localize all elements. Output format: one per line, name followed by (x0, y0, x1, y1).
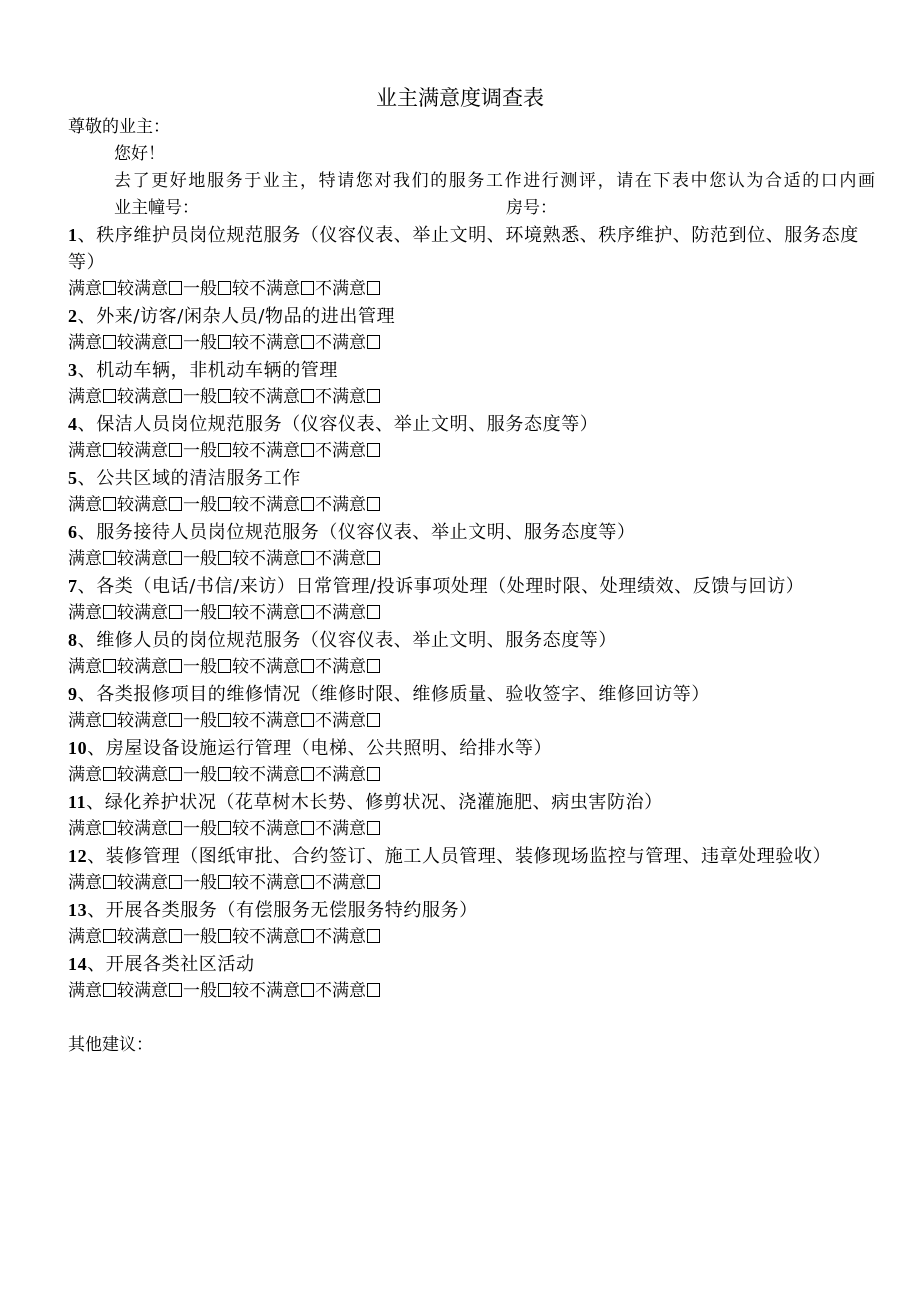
rating-option-label: 较不满意 (232, 819, 300, 839)
question-text: 、机动车辆，非机动车辆的管理 (77, 360, 339, 381)
question-item (68, 789, 880, 816)
rating-option-label: 不满意 (315, 279, 366, 299)
rating-checkbox[interactable] (218, 551, 231, 565)
question-text: 、维修人员的岗位规范服务（仪容仪表、举止文明、服务态度等） (77, 630, 618, 651)
question-number: 2 (68, 306, 78, 326)
rating-option-label: 较不满意 (232, 765, 300, 785)
rating-checkbox[interactable] (301, 875, 314, 889)
rating-option-label: 较满意 (117, 711, 168, 731)
rating-option-label: 满意 (68, 927, 102, 947)
question-item (68, 411, 880, 438)
question-text: 、服务接待人员岗位规范服务（仪容仪表、举止文明、服务态度等） (77, 522, 636, 543)
question-item (68, 222, 880, 276)
rating-checkbox[interactable] (367, 929, 380, 943)
rating-option-label: 较不满意 (232, 657, 300, 677)
rating-options-row (68, 978, 880, 1005)
question-text: 、房屋设备设施运行管理（电梯、公共照明、给排水等） (87, 738, 553, 759)
rating-options-row (68, 438, 880, 465)
question-text: 、公共区域的清洁服务工作 (77, 468, 301, 489)
question-item (68, 735, 880, 762)
question-text: 、保洁人员岗位规范服务（仪容仪表、举止文明、服务态度等） (77, 414, 599, 435)
rating-options-row (68, 330, 880, 357)
question-text: 、外来/访客/闲杂人员/物品的进出管理 (77, 306, 396, 327)
survey-body (68, 114, 880, 1059)
rating-option-label: 较满意 (117, 549, 168, 569)
rating-option-label: 较不满意 (232, 981, 300, 1001)
rating-checkbox[interactable] (169, 767, 182, 781)
rating-checkbox[interactable] (169, 389, 182, 403)
rating-checkbox[interactable] (103, 659, 116, 673)
rating-checkbox[interactable] (218, 713, 231, 727)
page-title: 业主满意度调查表 (376, 86, 544, 110)
rating-option-label: 较不满意 (232, 873, 300, 893)
question-item (68, 465, 880, 492)
question-number: 13 (68, 900, 88, 920)
question-item (68, 573, 880, 600)
rating-checkbox[interactable] (218, 497, 231, 511)
rating-checkbox[interactable] (103, 443, 116, 457)
rating-option-label: 较满意 (117, 441, 168, 461)
rating-option-label: 一般 (183, 657, 217, 677)
question-text: 、开展各类社区活动 (87, 954, 255, 975)
rating-checkbox[interactable] (103, 281, 116, 295)
rating-checkbox[interactable] (169, 443, 182, 457)
rating-option-label: 一般 (183, 711, 217, 731)
question-item (68, 627, 880, 654)
rating-checkbox[interactable] (301, 335, 314, 349)
rating-option-label: 满意 (68, 711, 102, 731)
question-text: 、各类报修项目的维修情况（维修时限、维修质量、验收签字、维修回访等） (77, 684, 711, 705)
rating-checkbox[interactable] (103, 497, 116, 511)
spacer (68, 1005, 880, 1032)
rating-option-label: 满意 (68, 549, 102, 569)
rating-option-label: 满意 (68, 819, 102, 839)
question-number: 3 (68, 360, 78, 380)
rating-checkbox[interactable] (218, 983, 231, 997)
question-text: 、装修管理（图纸审批、合约签订、施工人员管理、装修现场监控与管理、违章处理验收） (87, 846, 832, 867)
rating-option-label: 一般 (183, 819, 217, 839)
rating-checkbox[interactable] (367, 605, 380, 619)
rating-option-label: 满意 (68, 981, 102, 1001)
rating-checkbox[interactable] (103, 389, 116, 403)
rating-checkbox[interactable] (367, 713, 380, 727)
rating-option-label: 不满意 (315, 873, 366, 893)
rating-option-label: 较不满意 (232, 279, 300, 299)
rating-checkbox[interactable] (367, 551, 380, 565)
question-text: 、秩序维护员岗位规范服务（仪容仪表、举止文明、环境熟悉、秩序维护、防范到位、服务态度等） (68, 225, 859, 273)
rating-option-label: 较满意 (117, 927, 168, 947)
question-number: 14 (68, 954, 88, 974)
rating-option-label: 一般 (183, 333, 217, 353)
rating-option-label: 满意 (68, 387, 102, 407)
rating-checkbox[interactable] (169, 551, 182, 565)
rating-checkbox[interactable] (301, 659, 314, 673)
rating-checkbox[interactable] (169, 983, 182, 997)
rating-option-label: 不满意 (315, 549, 366, 569)
rating-option-label: 一般 (183, 441, 217, 461)
question-number: 12 (68, 846, 88, 866)
rating-checkbox[interactable] (218, 335, 231, 349)
rating-checkbox[interactable] (169, 659, 182, 673)
rating-option-label: 较不满意 (232, 495, 300, 515)
rating-checkbox[interactable] (218, 443, 231, 457)
rating-option-label: 不满意 (315, 441, 366, 461)
rating-options-row (68, 654, 880, 681)
rating-checkbox[interactable] (367, 497, 380, 511)
rating-option-label: 一般 (183, 873, 217, 893)
rating-option-label: 一般 (183, 387, 217, 407)
other-suggestions-label: 其他建议： (68, 1035, 153, 1055)
rating-options-row (68, 924, 880, 951)
rating-option-label: 较满意 (117, 279, 168, 299)
rating-checkbox[interactable] (103, 821, 116, 835)
rating-option-label: 不满意 (315, 657, 366, 677)
rating-checkbox[interactable] (301, 713, 314, 727)
rating-checkbox[interactable] (301, 983, 314, 997)
rating-option-label: 较不满意 (232, 441, 300, 461)
greeting: 您好！ (114, 144, 165, 164)
rating-checkbox[interactable] (301, 497, 314, 511)
rating-checkbox[interactable] (218, 767, 231, 781)
rating-checkbox[interactable] (103, 929, 116, 943)
question-item (68, 303, 880, 330)
question-number: 8 (68, 630, 78, 650)
rating-option-label: 较满意 (117, 819, 168, 839)
rating-options-row (68, 600, 880, 627)
rating-option-label: 不满意 (315, 765, 366, 785)
rating-option-label: 较不满意 (232, 603, 300, 623)
rating-option-label: 较不满意 (232, 927, 300, 947)
rating-checkbox[interactable] (367, 821, 380, 835)
question-list (68, 222, 880, 1005)
rating-option-label: 满意 (68, 279, 102, 299)
rating-option-label: 较不满意 (232, 711, 300, 731)
rating-checkbox[interactable] (169, 821, 182, 835)
rating-option-label: 较满意 (117, 387, 168, 407)
rating-checkbox[interactable] (367, 983, 380, 997)
rating-option-label: 一般 (183, 495, 217, 515)
question-item (68, 681, 880, 708)
rating-checkbox[interactable] (103, 335, 116, 349)
rating-option-label: 一般 (183, 279, 217, 299)
question-number: 4 (68, 414, 78, 434)
question-text: 、绿化养护状况（花草树木长势、修剪状况、浇灌施肥、病虫害防治） (86, 792, 663, 813)
rating-option-label: 一般 (183, 765, 217, 785)
rating-checkbox[interactable] (103, 713, 116, 727)
question-number: 11 (68, 792, 87, 812)
rating-option-label: 较满意 (117, 981, 168, 1001)
room-number-label: 房号： (506, 198, 557, 218)
question-number: 5 (68, 468, 78, 488)
rating-option-label: 不满意 (315, 981, 366, 1001)
rating-option-label: 不满意 (315, 387, 366, 407)
rating-option-label: 较不满意 (232, 387, 300, 407)
question-item (68, 897, 880, 924)
question-number: 9 (68, 684, 78, 704)
rating-checkbox[interactable] (169, 929, 182, 943)
rating-checkbox[interactable] (218, 875, 231, 889)
rating-checkbox[interactable] (218, 605, 231, 619)
rating-checkbox[interactable] (301, 821, 314, 835)
salutation: 尊敬的业主： (68, 117, 170, 137)
rating-checkbox[interactable] (301, 443, 314, 457)
rating-checkbox[interactable] (169, 335, 182, 349)
question-number: 7 (68, 576, 78, 596)
rating-checkbox[interactable] (367, 389, 380, 403)
rating-checkbox[interactable] (218, 929, 231, 943)
rating-checkbox[interactable] (169, 497, 182, 511)
question-item (68, 357, 880, 384)
rating-checkbox[interactable] (218, 659, 231, 673)
rating-checkbox[interactable] (367, 281, 380, 295)
rating-checkbox[interactable] (218, 821, 231, 835)
rating-option-label: 满意 (68, 441, 102, 461)
rating-options-row (68, 762, 880, 789)
rating-checkbox[interactable] (301, 281, 314, 295)
intro-paragraph: 去了更好地服务于业主，特请您对我们的服务工作进行测评，请在下表中您认为合适的口内画 (114, 171, 877, 191)
question-item (68, 519, 880, 546)
rating-checkbox[interactable] (367, 335, 380, 349)
rating-options-row (68, 816, 880, 843)
rating-checkbox[interactable] (301, 551, 314, 565)
rating-checkbox[interactable] (103, 551, 116, 565)
rating-option-label: 满意 (68, 657, 102, 677)
rating-checkbox[interactable] (103, 605, 116, 619)
rating-option-label: 较满意 (117, 657, 168, 677)
rating-checkbox[interactable] (218, 281, 231, 295)
rating-checkbox[interactable] (367, 659, 380, 673)
rating-option-label: 较满意 (117, 495, 168, 515)
owner-building-label: 业主幢号： (114, 198, 199, 218)
rating-option-label: 满意 (68, 765, 102, 785)
rating-option-label: 不满意 (315, 711, 366, 731)
rating-option-label: 较满意 (117, 765, 168, 785)
rating-option-label: 较满意 (117, 873, 168, 893)
rating-option-label: 较满意 (117, 333, 168, 353)
rating-checkbox[interactable] (103, 767, 116, 781)
rating-checkbox[interactable] (103, 983, 116, 997)
rating-checkbox[interactable] (218, 389, 231, 403)
question-item (68, 951, 880, 978)
rating-checkbox[interactable] (301, 929, 314, 943)
rating-option-label: 不满意 (315, 927, 366, 947)
rating-checkbox[interactable] (367, 767, 380, 781)
rating-options-row (68, 870, 880, 897)
rating-option-label: 不满意 (315, 603, 366, 623)
owner-info-row (68, 195, 880, 222)
rating-option-label: 一般 (183, 981, 217, 1001)
question-text: 、开展各类服务（有偿服务无偿服务特约服务） (87, 900, 478, 921)
rating-option-label: 一般 (183, 927, 217, 947)
question-text: 、各类（电话/书信/来访）日常管理/投诉事项处理（处理时限、处理绩效、反馈与回访） (77, 576, 805, 597)
question-number: 10 (68, 738, 88, 758)
rating-option-label: 一般 (183, 603, 217, 623)
rating-option-label: 一般 (183, 549, 217, 569)
rating-checkbox[interactable] (367, 875, 380, 889)
rating-checkbox[interactable] (301, 767, 314, 781)
rating-checkbox[interactable] (169, 605, 182, 619)
rating-checkbox[interactable] (301, 389, 314, 403)
rating-options-row (68, 276, 880, 303)
rating-option-label: 满意 (68, 873, 102, 893)
question-item (68, 843, 880, 870)
question-number: 6 (68, 522, 78, 542)
rating-checkbox[interactable] (169, 713, 182, 727)
rating-options-row (68, 546, 880, 573)
rating-option-label: 较满意 (117, 603, 168, 623)
rating-option-label: 满意 (68, 495, 102, 515)
rating-options-row (68, 384, 880, 411)
rating-option-label: 较不满意 (232, 549, 300, 569)
rating-option-label: 满意 (68, 603, 102, 623)
rating-checkbox[interactable] (103, 875, 116, 889)
rating-checkbox[interactable] (169, 875, 182, 889)
rating-options-row (68, 708, 880, 735)
rating-option-label: 不满意 (315, 819, 366, 839)
rating-option-label: 不满意 (315, 333, 366, 353)
rating-option-label: 满意 (68, 333, 102, 353)
rating-options-row (68, 492, 880, 519)
rating-option-label: 较不满意 (232, 333, 300, 353)
question-number: 1 (68, 225, 78, 245)
rating-checkbox[interactable] (169, 281, 182, 295)
rating-checkbox[interactable] (367, 443, 380, 457)
rating-checkbox[interactable] (301, 605, 314, 619)
rating-option-label: 不满意 (315, 495, 366, 515)
